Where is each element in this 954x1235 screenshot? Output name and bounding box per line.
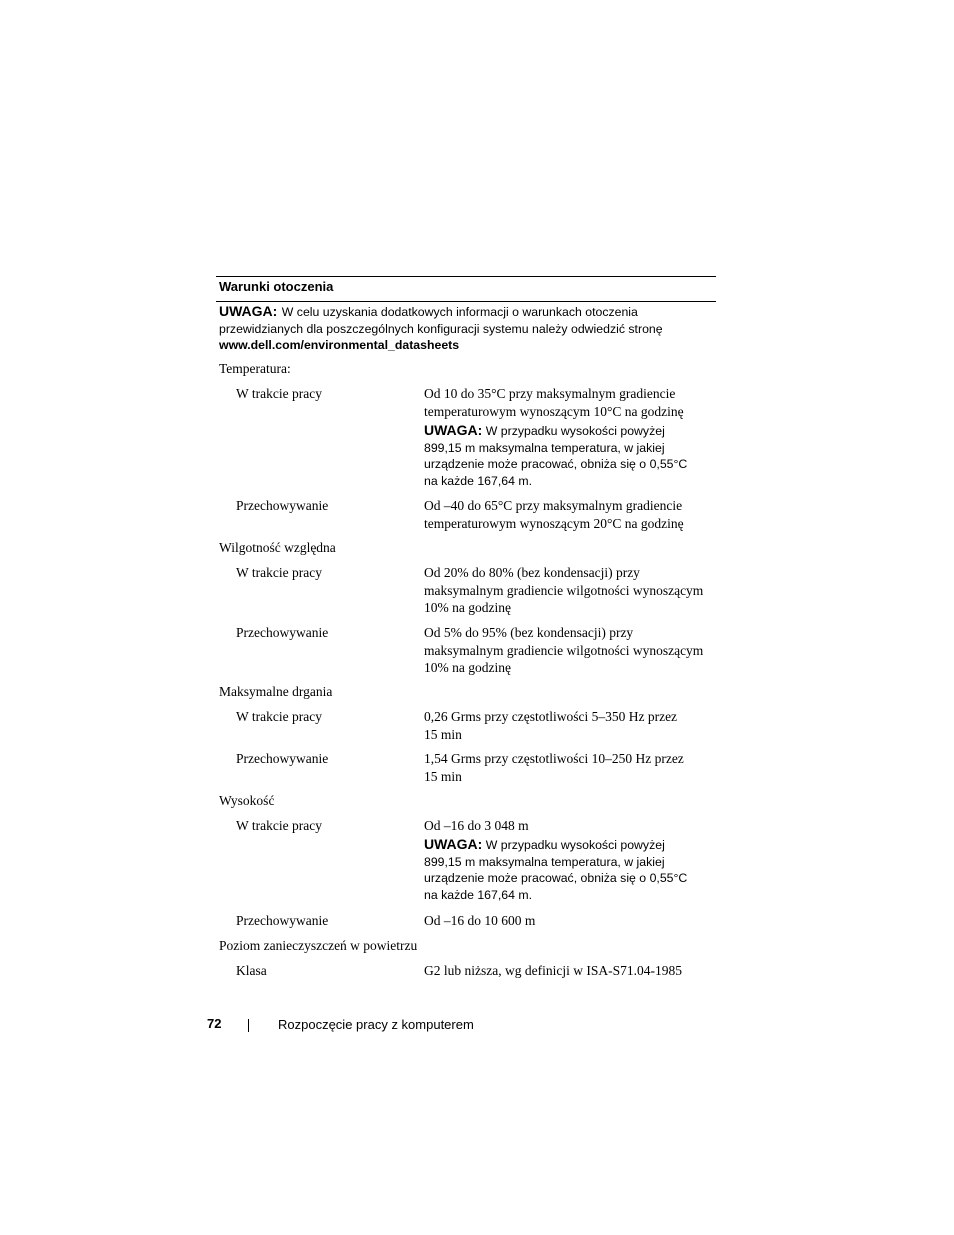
altitude-storage-value: Od –16 do 10 600 m [424,913,536,928]
value-line: Od 20% do 80% (bez kondensacji) przy [424,565,640,580]
temperature-storage-label: Przechowywanie [236,498,329,513]
humidity-storage-value [424,624,703,677]
section-title: Warunki otoczenia [219,279,334,294]
vibration-storage-label: Przechowywanie [236,751,329,766]
note-label: UWAGA: [424,422,483,438]
value-line: maksymalnym gradiencie wilgotności wynoszącym [424,582,704,598]
page-number: 72 [207,1016,222,1031]
temperature-operating-value [424,385,684,420]
contaminants-class-value: G2 lub niższa, wg definicji w ISA-S71.04-1985 [424,963,682,978]
temperature-operating-label: W trakcie pracy [236,386,322,401]
temperature-storage-value [424,497,684,532]
vibration-storage-value [424,750,684,785]
altitude-label: Wysokość [219,793,275,808]
value-line: temperaturowym wynoszącym 20°C na godzinę [424,515,684,531]
vibration-operating-label: W trakcie pracy [236,709,322,724]
value-line: 10% na godzinę [424,660,511,675]
note-text-line-2: przewidzianych dla poszczególnych konfiguracji systemu należy odwiedzić stronę [219,321,663,336]
value-line: 0,26 Grms przy częstotliwości 5–350 Hz przez [424,709,678,724]
chapter-title: Rozpoczęcie pracy z komputerem [278,1017,474,1032]
note-label: UWAGA: [424,836,483,852]
value-line: 15 min [424,726,462,742]
altitude-operating-note [424,836,724,903]
note-url: www.dell.com/environmental_datasheets [219,338,460,352]
humidity-operating-value [424,564,703,617]
note-text: na każde 167,64 m. [424,887,533,902]
note-text: 899,15 m maksymalna temperatura, w jakiej [424,854,665,869]
altitude-operating-label: W trakcie pracy [236,818,322,833]
value-line: Od 5% do 95% (bez kondensacji) przy [424,625,634,640]
value-line: maksymalnym gradiencie wilgotności wynoszącym [424,642,704,658]
humidity-operating-label: W trakcie pracy [236,565,322,580]
note-text: W przypadku wysokości powyżej [485,838,665,852]
vibration-operating-value [424,708,677,743]
note-text: 899,15 m maksymalna temperatura, w jakiej [424,440,665,455]
note-text: na każde 167,64 m. [424,473,533,488]
table-top-rule [216,276,716,277]
value-line: 1,54 Grms przy częstotliwości 10–250 Hz przez [424,751,684,766]
temperature-label: Temperatura: [219,361,291,376]
footer-separator [248,1019,249,1032]
value-line: 15 min [424,768,462,784]
temperature-operating-note [424,422,724,489]
value-line: Od 10 do 35°C przy maksymalnym gradiencie [424,386,676,401]
contaminants-class-label: Klasa [236,963,267,978]
humidity-storage-label: Przechowywanie [236,625,329,640]
vibration-label: Maksymalne drgania [219,684,333,699]
altitude-operating-value: Od –16 do 3 048 m [424,818,529,833]
altitude-storage-label: Przechowywanie [236,913,329,928]
note-label: UWAGA: [219,303,278,319]
value-line: 10% na godzinę [424,600,511,615]
note-text-line-1: W celu uzyskania dodatkowych informacji o warunkach otoczenia [281,305,638,319]
note-text: W przypadku wysokości powyżej [485,424,665,438]
intro-note [219,303,663,354]
note-text: urządzenie może pracować, obniża się o 0,55°C [424,871,688,885]
humidity-label: Wilgotność względna [219,540,336,555]
contaminants-label: Poziom zanieczyszczeń w powietrzu [219,938,418,953]
table-header-rule [216,301,716,302]
note-text: urządzenie może pracować, obniża się o 0,55°C [424,457,688,471]
value-line: Od –40 do 65°C przy maksymalnym gradiencie [424,498,683,513]
value-line: temperaturowym wynoszącym 10°C na godzinę [424,403,684,419]
